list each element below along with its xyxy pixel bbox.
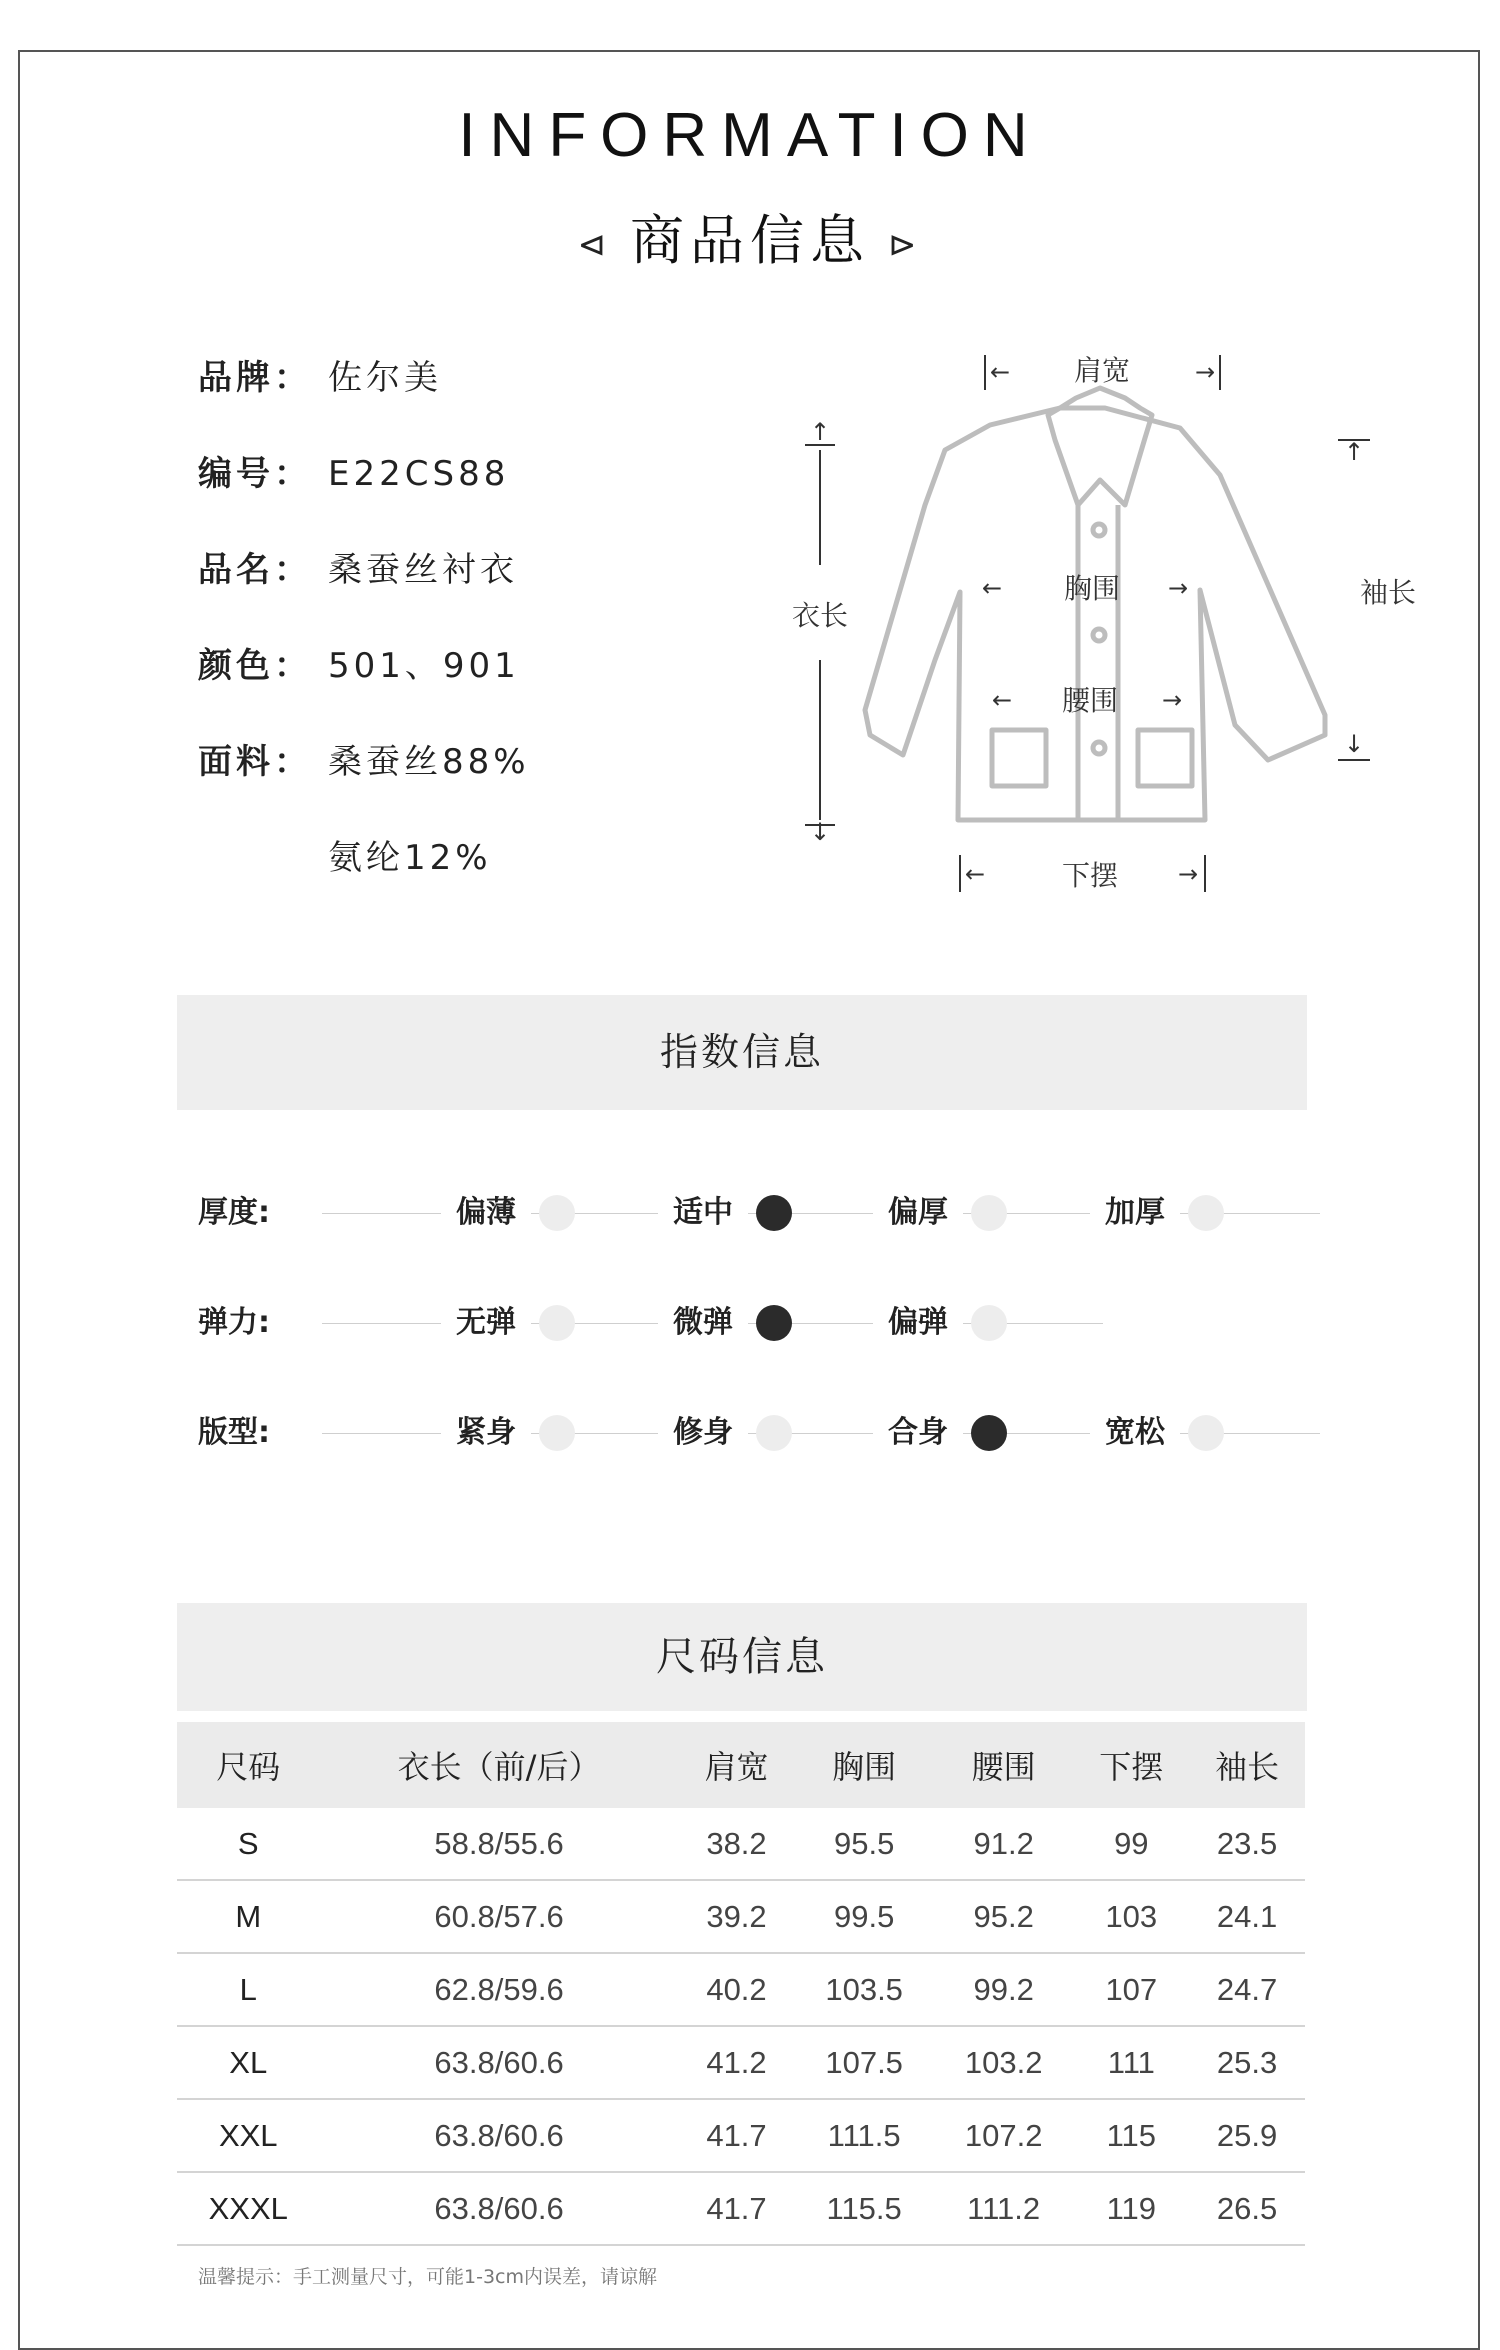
right-arrow-icon: ⊳ — [888, 225, 923, 265]
size-value-cell: 103 — [1073, 1880, 1189, 1953]
size-value-cell: 99.2 — [934, 1953, 1074, 2026]
size-column-header: 胸围 — [794, 1722, 934, 1808]
svg-text:↑: ↑ — [809, 418, 831, 446]
index-dot-selected — [756, 1305, 792, 1341]
product-info-key: 颜色： — [198, 646, 312, 686]
table-row — [177, 2026, 1305, 2099]
svg-text:←: ← — [964, 860, 986, 888]
size-value-cell: 63.8/60.6 — [320, 2172, 679, 2245]
svg-text:→: → — [1177, 860, 1199, 888]
size-value-cell: 39.2 — [679, 1880, 795, 1953]
product-info-row — [198, 542, 518, 591]
product-info-row — [198, 350, 442, 399]
size-column-header: 袖长 — [1189, 1722, 1305, 1808]
svg-text:←: ← — [989, 358, 1011, 386]
page-title: INFORMATION — [458, 101, 1042, 170]
size-value-cell: 95.2 — [934, 1880, 1074, 1953]
shirt-measure-diagram — [760, 340, 1420, 920]
size-label-cell: XXXL — [177, 2172, 320, 2245]
size-value-cell: 99 — [1073, 1808, 1189, 1880]
index-dot — [756, 1415, 792, 1451]
index-option-label: 偏弹 — [873, 1303, 963, 1343]
size-value-cell: 103.5 — [794, 1953, 934, 2026]
svg-text:←: ← — [981, 574, 1003, 602]
waist-label: 腰围 — [1061, 684, 1119, 717]
product-info-value: 501、901 — [328, 646, 520, 686]
size-label-cell: XXL — [177, 2099, 320, 2172]
size-label-cell: L — [177, 1953, 320, 2026]
subtitle-text: 商品信息 — [630, 209, 870, 272]
size-value-cell: 91.2 — [934, 1808, 1074, 1880]
size-value-cell: 25.3 — [1189, 2026, 1305, 2099]
product-info-row — [198, 830, 492, 879]
index-dot — [539, 1195, 575, 1231]
sleeve-label: 袖长 — [1359, 576, 1417, 609]
index-option-label: 无弹 — [441, 1303, 531, 1343]
table-row — [177, 1953, 1305, 2026]
size-label-cell: M — [177, 1880, 320, 1953]
size-value-cell: 24.7 — [1189, 1953, 1305, 2026]
svg-text:←: ← — [991, 686, 1013, 714]
size-value-cell: 119 — [1073, 2172, 1189, 2245]
size-value-cell: 107.5 — [794, 2026, 934, 2099]
svg-text:→: → — [1194, 358, 1216, 386]
size-value-cell: 107 — [1073, 1953, 1189, 2026]
index-option-label: 偏薄 — [441, 1193, 531, 1233]
size-value-cell: 111.5 — [794, 2099, 934, 2172]
index-section-title: 指数信息 — [177, 995, 1307, 1110]
size-label-cell: XL — [177, 2026, 320, 2099]
length-label: 衣长 — [791, 599, 849, 632]
index-row — [198, 1303, 1318, 1343]
size-column-header: 衣长（前/后） — [320, 1722, 679, 1808]
size-column-header: 尺码 — [177, 1722, 320, 1808]
index-dot — [971, 1305, 1007, 1341]
right-pocket — [1138, 730, 1192, 786]
product-info-value: E22CS88 — [328, 454, 510, 494]
page-subtitle — [0, 198, 1500, 275]
size-value-cell: 63.8/60.6 — [320, 2026, 679, 2099]
size-value-cell: 23.5 — [1189, 1808, 1305, 1880]
shoulder-label: 肩宽 — [1073, 354, 1131, 387]
svg-text:↓: ↓ — [809, 818, 831, 846]
index-option-label: 修身 — [658, 1413, 748, 1453]
svg-text:→: → — [1167, 574, 1189, 602]
index-row-label: 版型: — [198, 1415, 270, 1450]
size-table-header — [177, 1722, 1305, 1808]
product-info-value: 桑蚕丝衬衣 — [328, 550, 518, 590]
index-row-label: 弹力: — [198, 1305, 270, 1340]
index-dot — [539, 1305, 575, 1341]
index-option-label: 紧身 — [441, 1413, 531, 1453]
product-info-key: 品名： — [198, 550, 312, 590]
product-info-key: 面料： — [198, 742, 312, 782]
product-info-value: 佐尔美 — [328, 358, 442, 398]
size-value-cell: 111.2 — [934, 2172, 1074, 2245]
index-option-label: 宽松 — [1090, 1413, 1180, 1453]
size-column-header: 肩宽 — [679, 1722, 795, 1808]
size-value-cell: 38.2 — [679, 1808, 795, 1880]
size-column-header: 下摆 — [1073, 1722, 1189, 1808]
product-info-value: 桑蚕丝88% — [328, 742, 530, 782]
size-value-cell: 115 — [1073, 2099, 1189, 2172]
size-table — [177, 1722, 1305, 2246]
size-value-cell: 111 — [1073, 2026, 1189, 2099]
index-dot — [971, 1195, 1007, 1231]
index-dot — [1188, 1195, 1224, 1231]
index-option-label: 加厚 — [1090, 1193, 1180, 1233]
size-value-cell: 60.8/57.6 — [320, 1880, 679, 1953]
size-value-cell: 63.8/60.6 — [320, 2099, 679, 2172]
index-row — [198, 1413, 1318, 1453]
index-row-label: 厚度: — [198, 1195, 270, 1230]
svg-text:→: → — [1161, 686, 1183, 714]
size-section-title: 尺码信息 — [177, 1603, 1307, 1711]
size-value-cell: 58.8/55.6 — [320, 1808, 679, 1880]
left-arrow-icon: ⊲ — [577, 225, 612, 265]
index-dot — [1188, 1415, 1224, 1451]
product-info-row — [198, 734, 530, 783]
product-info-row — [198, 446, 509, 495]
index-dot — [539, 1415, 575, 1451]
index-dot-selected — [756, 1195, 792, 1231]
svg-text:↑: ↑ — [1343, 438, 1365, 466]
index-option-label: 微弹 — [658, 1303, 748, 1343]
table-row — [177, 2172, 1305, 2245]
size-value-cell: 40.2 — [679, 1953, 795, 2026]
table-row — [177, 2099, 1305, 2172]
size-value-cell: 115.5 — [794, 2172, 934, 2245]
product-info-key: 品牌： — [198, 358, 312, 398]
hem-label: 下摆 — [1061, 859, 1119, 892]
shirt-placket-outline — [1078, 505, 1118, 820]
left-pocket — [992, 730, 1046, 786]
size-value-cell: 41.2 — [679, 2026, 795, 2099]
product-info-key: 编号： — [198, 454, 312, 494]
size-table-body — [177, 1808, 1305, 2245]
index-option-label: 偏厚 — [873, 1193, 963, 1233]
index-dot-selected — [971, 1415, 1007, 1451]
chest-label: 胸围 — [1063, 572, 1121, 605]
size-value-cell: 41.7 — [679, 2099, 795, 2172]
size-column-header: 腰围 — [934, 1722, 1074, 1808]
index-option-label: 适中 — [658, 1193, 748, 1233]
size-value-cell: 41.7 — [679, 2172, 795, 2245]
size-value-cell: 99.5 — [794, 1880, 934, 1953]
index-row — [198, 1193, 1318, 1233]
size-value-cell: 95.5 — [794, 1808, 934, 1880]
table-row — [177, 1880, 1305, 1953]
size-value-cell: 107.2 — [934, 2099, 1074, 2172]
size-value-cell: 62.8/59.6 — [320, 1953, 679, 2026]
size-value-cell: 103.2 — [934, 2026, 1074, 2099]
product-info-value: 氨纶12% — [328, 838, 492, 878]
size-value-cell: 26.5 — [1189, 2172, 1305, 2245]
size-label-cell: S — [177, 1808, 320, 1880]
size-value-cell: 24.1 — [1189, 1880, 1305, 1953]
size-value-cell: 25.9 — [1189, 2099, 1305, 2172]
shirt-body-outline — [865, 408, 1325, 820]
product-info-row — [198, 638, 520, 687]
table-row — [177, 1808, 1305, 1880]
svg-text:↓: ↓ — [1343, 730, 1365, 758]
measure-note: 温馨提示：手工测量尺寸，可能1-3cm内误差，请谅解 — [198, 2266, 657, 2288]
index-option-label: 合身 — [873, 1413, 963, 1453]
